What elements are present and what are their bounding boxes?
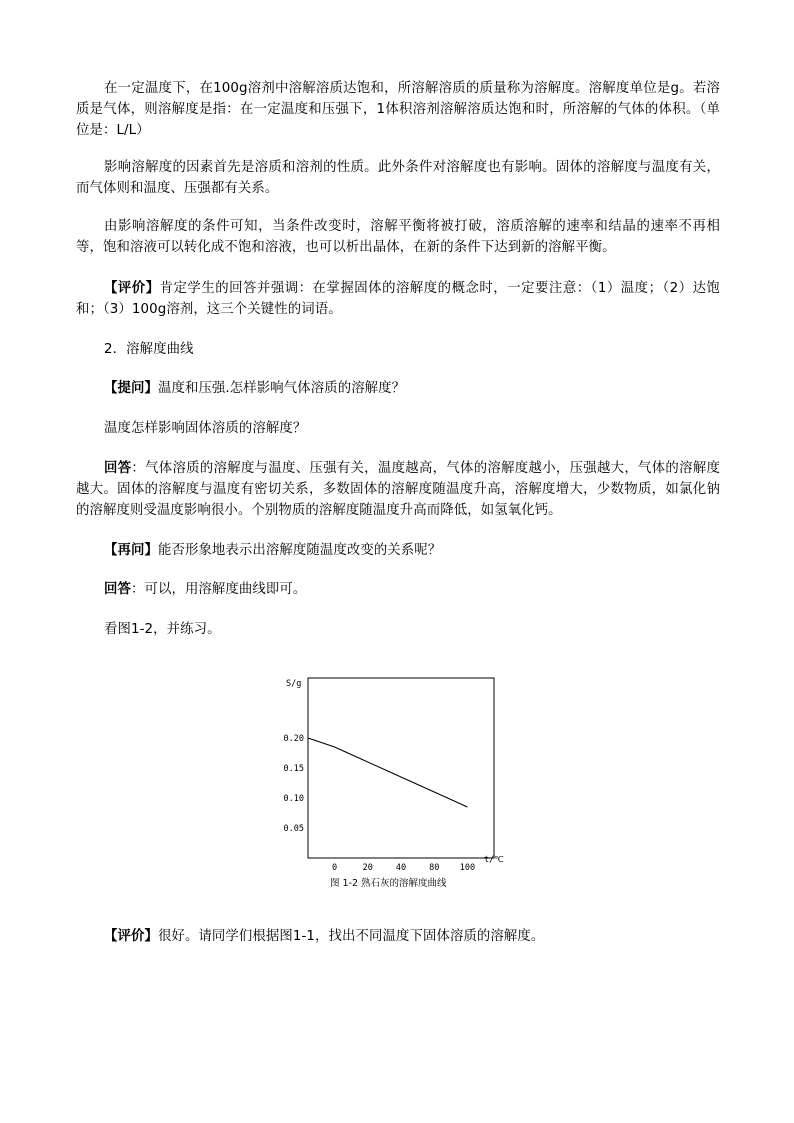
solubility-chart [270,668,530,898]
x-tick-label: 20 [362,863,373,873]
evaluation-text: 肯定学生的回答并强调：在掌握固体的溶解度的概念时，一定要注意：（1）温度；（2）达饱和；（3）100g溶剂，这三个关键性的词语。 [76,281,720,317]
y-axis-label: S/g [286,679,302,689]
series-layer [308,738,467,807]
x-tick-label: 0 [332,863,338,873]
follow-up-label: 【再问】 [104,543,158,558]
x-tick-label: 100 [459,863,476,873]
paragraph-see-figure: 看图1-2，并练习。 [104,622,221,637]
paragraph-evaluation-1 [76,278,720,320]
section-heading-solubility-curve: 2．溶解度曲线 [104,342,194,357]
answer-2-text: ：可以，用溶解度曲线即可。 [130,582,307,597]
y-tick-label: 0.10 [283,794,304,804]
chart-frame [308,678,494,858]
paragraph-question-solid: 温度怎样影响固体溶质的溶解度？ [104,421,307,436]
x-tick-label: 40 [395,863,407,873]
x-tick-label: 80 [429,863,440,873]
answer-label: 回答 [104,461,132,476]
y-tick-label: 0.15 [283,764,304,774]
x-tick-labels [332,863,475,873]
paragraph-answer-2 [76,579,720,600]
question-text: 温度和压强.怎样影响气体溶质的溶解度？ [157,381,406,396]
solubility-curve-figure [270,668,530,898]
series-line-shushihui [308,738,467,807]
figure-caption: 图 1-2 熟石灰的溶解度曲线 [330,878,447,889]
paragraph-evaluation-2 [76,926,720,947]
x-axis-label: t/℃ [484,855,504,865]
paragraph-answer-1 [76,458,720,521]
paragraph-question [76,378,720,399]
answer-text: ：气体溶质的溶解度与温度、压强有关，温度越高，气体的溶解度越小，压强越大，气体的溶解度越大。固体的溶解度与温度有密切关系，多数固体的溶解度随温度升高，溶解度增大，少数物质，如氯化钠的溶解度则受温度影响很小。个别物质的溶解度随温度升高而降低，如氢氧化钙。 [76,461,721,518]
y-tick-label: 0.05 [283,824,304,834]
evaluation-2-label: 【评价】 [104,929,158,944]
paragraph-solubility-factors: 影响溶解度的因素首先是溶质和溶剂的性质。此外条件对溶解度也有影响。固体的溶解度与温度有关，而气体则和温度、压强都有关系。 [76,160,720,196]
question-label: 【提问】 [104,381,158,396]
evaluation-2-text: 很好。请同学们根据图1-1，找出不同温度下固体溶质的溶解度。 [157,929,545,944]
paragraph-follow-up-question [76,540,720,561]
paragraph-solubility-definition: 在一定温度下，在100g溶剂中溶解溶质达饱和，所溶解溶质的质量称为溶解度。溶解度单位是g。若溶质是气体，则溶解度是指：在一定温度和压强下，1体积溶剂溶解溶质达饱和时，所溶解的气体的体积。（单位是：L/L） [76,81,720,138]
answer-2-label: 回答 [104,582,131,597]
y-tick-labels [284,734,304,834]
evaluation-label: 【评价】 [104,281,160,296]
paragraph-solubility-equilibrium: 由影响溶解度的条件可知，当条件改变时，溶解平衡将被打破，溶质溶解的速率和结晶的速率不再相等，饱和溶液可以转化成不饱和溶液，也可以析出晶体，在新的条件下达到新的溶解平衡。 [76,219,720,255]
follow-up-text: 能否形象地表示出溶解度随温度改变的关系呢？ [157,543,442,558]
y-tick-label: 0.20 [283,734,304,744]
